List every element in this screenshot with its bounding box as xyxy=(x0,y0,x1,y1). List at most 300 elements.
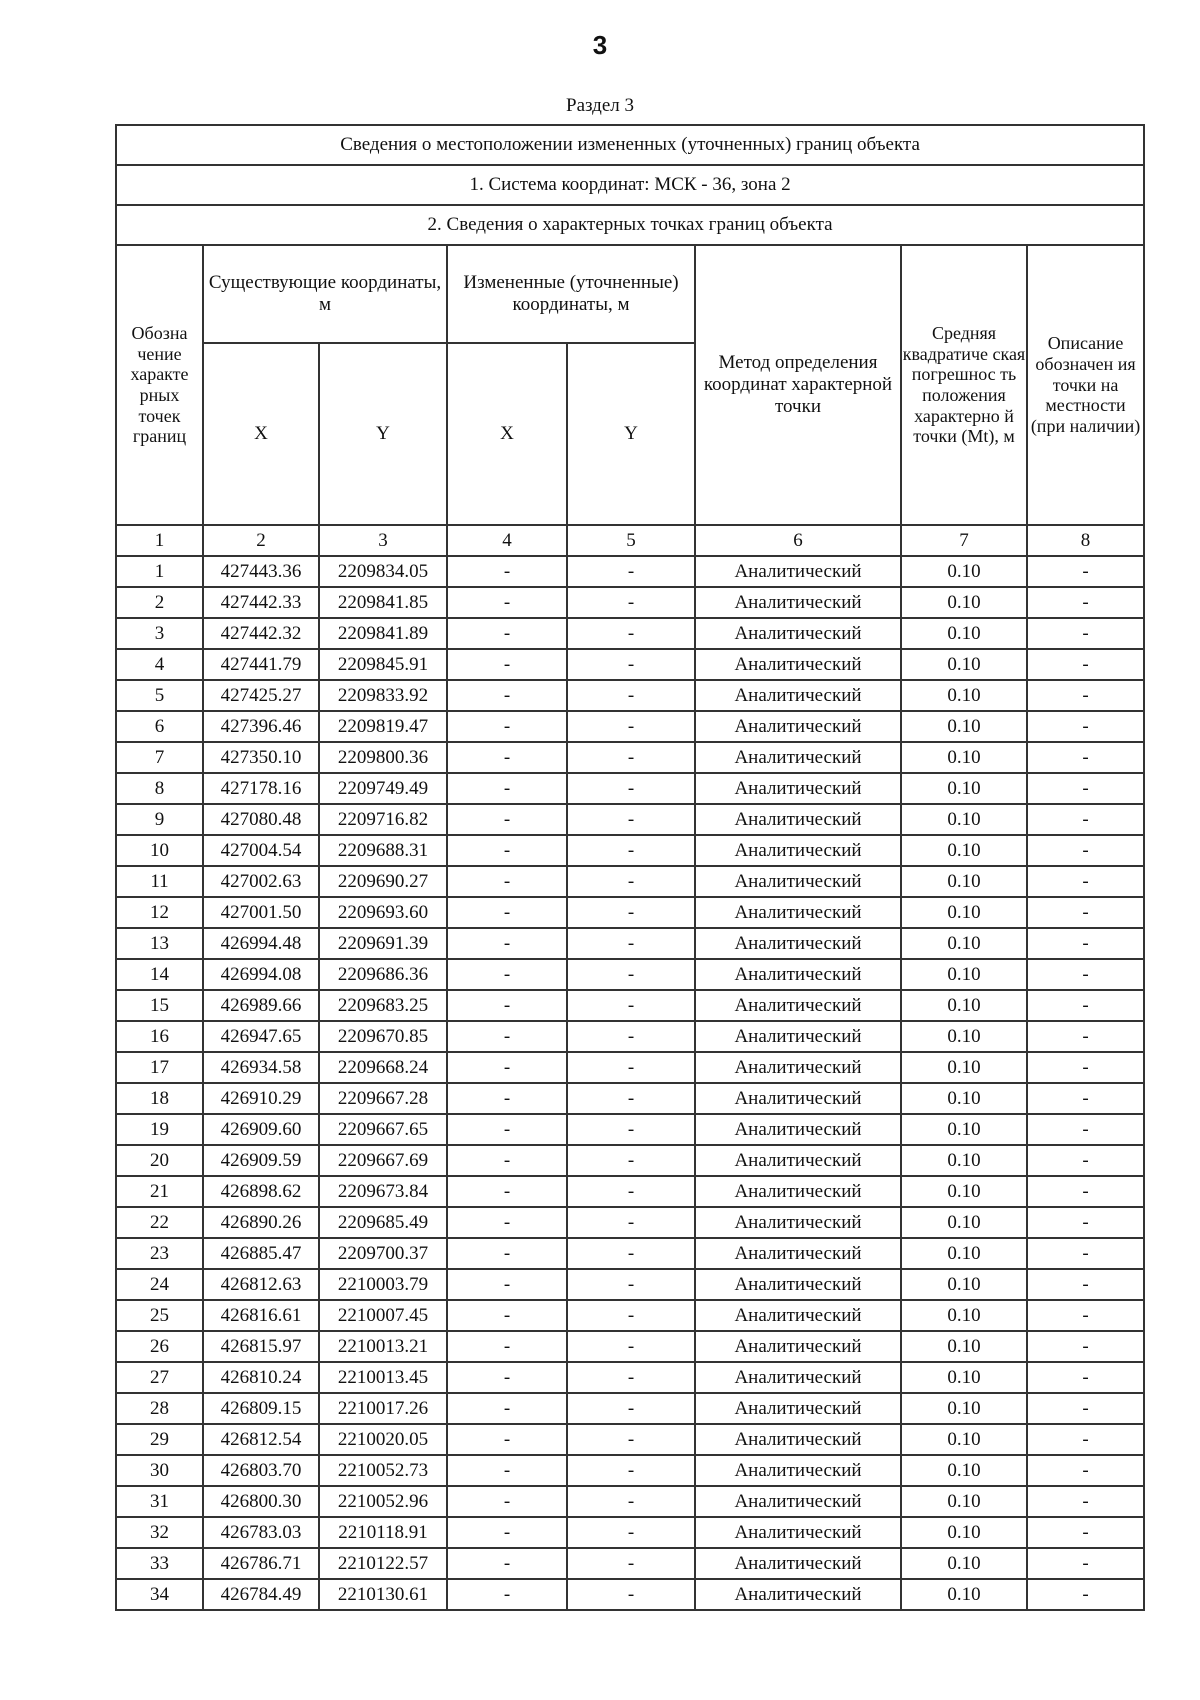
accuracy-cell: 0.10 xyxy=(901,556,1027,587)
changed-y-cell: - xyxy=(567,649,695,680)
accuracy-cell: 0.10 xyxy=(901,1114,1027,1145)
description-cell: - xyxy=(1027,1145,1144,1176)
existing-y-cell: 2210130.61 xyxy=(319,1579,447,1610)
existing-y-cell: 2209668.24 xyxy=(319,1052,447,1083)
column-number: 8 xyxy=(1027,525,1144,556)
method-cell: Аналитический xyxy=(695,1579,901,1610)
point-number-cell: 31 xyxy=(116,1486,203,1517)
point-number-cell: 21 xyxy=(116,1176,203,1207)
existing-x-cell: 426890.26 xyxy=(203,1207,319,1238)
changed-y-cell: - xyxy=(567,1424,695,1455)
method-cell: Аналитический xyxy=(695,804,901,835)
column-number: 7 xyxy=(901,525,1027,556)
existing-y-cell: 2210013.21 xyxy=(319,1331,447,1362)
table-row xyxy=(116,1114,1144,1145)
column-number: 3 xyxy=(319,525,447,556)
existing-x-cell: 426786.71 xyxy=(203,1548,319,1579)
existing-x-cell: 426809.15 xyxy=(203,1393,319,1424)
changed-y-cell: - xyxy=(567,1548,695,1579)
changed-x-cell: - xyxy=(447,1269,567,1300)
existing-y-cell: 2209685.49 xyxy=(319,1207,447,1238)
method-cell: Аналитический xyxy=(695,1114,901,1145)
description-cell: - xyxy=(1027,835,1144,866)
table-row xyxy=(116,1238,1144,1269)
description-cell: - xyxy=(1027,1548,1144,1579)
changed-x-cell: - xyxy=(447,1548,567,1579)
point-number-cell: 9 xyxy=(116,804,203,835)
accuracy-cell: 0.10 xyxy=(901,928,1027,959)
changed-x-cell: - xyxy=(447,835,567,866)
changed-x-cell: - xyxy=(447,1579,567,1610)
method-cell: Аналитический xyxy=(695,1548,901,1579)
changed-y-cell: - xyxy=(567,1083,695,1114)
description-cell: - xyxy=(1027,773,1144,804)
point-number-cell: 19 xyxy=(116,1114,203,1145)
table-row xyxy=(116,1517,1144,1548)
existing-x-cell: 426810.24 xyxy=(203,1362,319,1393)
existing-y-cell: 2209716.82 xyxy=(319,804,447,835)
accuracy-cell: 0.10 xyxy=(901,587,1027,618)
description-cell: - xyxy=(1027,1176,1144,1207)
table-row xyxy=(116,866,1144,897)
point-number-cell: 11 xyxy=(116,866,203,897)
accuracy-cell: 0.10 xyxy=(901,1579,1027,1610)
existing-x-cell: 427443.36 xyxy=(203,556,319,587)
accuracy-cell: 0.10 xyxy=(901,990,1027,1021)
changed-x-cell: - xyxy=(447,1362,567,1393)
existing-x-cell: 427001.50 xyxy=(203,897,319,928)
existing-x-cell: 427442.32 xyxy=(203,618,319,649)
header-method: Метод определения координат характерной точки xyxy=(695,245,901,525)
description-cell: - xyxy=(1027,804,1144,835)
method-cell: Аналитический xyxy=(695,990,901,1021)
column-number: 6 xyxy=(695,525,901,556)
changed-x-cell: - xyxy=(447,1300,567,1331)
method-cell: Аналитический xyxy=(695,1083,901,1114)
description-cell: - xyxy=(1027,1269,1144,1300)
changed-x-cell: - xyxy=(447,1083,567,1114)
accuracy-cell: 0.10 xyxy=(901,1517,1027,1548)
point-number-cell: 5 xyxy=(116,680,203,711)
description-cell: - xyxy=(1027,1083,1144,1114)
changed-y-cell: - xyxy=(567,556,695,587)
point-number-cell: 10 xyxy=(116,835,203,866)
description-cell: - xyxy=(1027,711,1144,742)
changed-y-cell: - xyxy=(567,1052,695,1083)
existing-x-cell: 427004.54 xyxy=(203,835,319,866)
accuracy-cell: 0.10 xyxy=(901,1300,1027,1331)
accuracy-cell: 0.10 xyxy=(901,1269,1027,1300)
changed-y-cell: - xyxy=(567,1300,695,1331)
existing-x-cell: 426885.47 xyxy=(203,1238,319,1269)
table-row xyxy=(116,1176,1144,1207)
point-number-cell: 27 xyxy=(116,1362,203,1393)
existing-y-cell: 2210020.05 xyxy=(319,1424,447,1455)
point-number-cell: 26 xyxy=(116,1331,203,1362)
description-cell: - xyxy=(1027,1486,1144,1517)
changed-y-cell: - xyxy=(567,1021,695,1052)
method-cell: Аналитический xyxy=(695,1424,901,1455)
existing-x-cell: 426803.70 xyxy=(203,1455,319,1486)
changed-y-cell: - xyxy=(567,742,695,773)
existing-x-cell: 426909.59 xyxy=(203,1145,319,1176)
description-cell: - xyxy=(1027,1393,1144,1424)
changed-x-cell: - xyxy=(447,680,567,711)
changed-x-cell: - xyxy=(447,649,567,680)
accuracy-cell: 0.10 xyxy=(901,1424,1027,1455)
changed-x-cell: - xyxy=(447,711,567,742)
description-cell: - xyxy=(1027,680,1144,711)
table-row xyxy=(116,1331,1144,1362)
table-row xyxy=(116,556,1144,587)
point-number-cell: 14 xyxy=(116,959,203,990)
existing-y-cell: 2210052.96 xyxy=(319,1486,447,1517)
changed-x-cell: - xyxy=(447,1114,567,1145)
point-number-cell: 34 xyxy=(116,1579,203,1610)
method-cell: Аналитический xyxy=(695,1517,901,1548)
changed-x-cell: - xyxy=(447,1176,567,1207)
changed-y-cell: - xyxy=(567,1331,695,1362)
point-number-cell: 18 xyxy=(116,1083,203,1114)
coordinate-system: 1. Система координат: МСК - 36, зона 2 xyxy=(116,165,1144,205)
description-cell: - xyxy=(1027,1052,1144,1083)
points-heading: 2. Сведения о характерных точках границ объекта xyxy=(116,205,1144,245)
existing-y-cell: 2209667.65 xyxy=(319,1114,447,1145)
point-number-cell: 22 xyxy=(116,1207,203,1238)
changed-y-cell: - xyxy=(567,1362,695,1393)
description-cell: - xyxy=(1027,1207,1144,1238)
description-cell: - xyxy=(1027,742,1144,773)
description-cell: - xyxy=(1027,866,1144,897)
existing-y-cell: 2209683.25 xyxy=(319,990,447,1021)
existing-x-cell: 426989.66 xyxy=(203,990,319,1021)
table-row xyxy=(116,1300,1144,1331)
existing-x-cell: 426783.03 xyxy=(203,1517,319,1548)
method-cell: Аналитический xyxy=(695,1455,901,1486)
changed-y-cell: - xyxy=(567,1579,695,1610)
existing-x-cell: 426994.48 xyxy=(203,928,319,959)
table-row xyxy=(116,742,1144,773)
changed-x-cell: - xyxy=(447,1486,567,1517)
changed-x-cell: - xyxy=(447,990,567,1021)
changed-x-cell: - xyxy=(447,587,567,618)
changed-x-cell: - xyxy=(447,1145,567,1176)
method-cell: Аналитический xyxy=(695,773,901,804)
accuracy-cell: 0.10 xyxy=(901,804,1027,835)
table-row xyxy=(116,1083,1144,1114)
changed-y-cell: - xyxy=(567,618,695,649)
existing-x-cell: 426898.62 xyxy=(203,1176,319,1207)
table-row xyxy=(116,587,1144,618)
existing-y-cell: 2209667.28 xyxy=(319,1083,447,1114)
existing-x-cell: 427442.33 xyxy=(203,587,319,618)
accuracy-cell: 0.10 xyxy=(901,1207,1027,1238)
changed-y-cell: - xyxy=(567,587,695,618)
changed-x-cell: - xyxy=(447,773,567,804)
changed-x-cell: - xyxy=(447,742,567,773)
changed-x-cell: - xyxy=(447,1393,567,1424)
table-row xyxy=(116,680,1144,711)
table-row xyxy=(116,1021,1144,1052)
changed-x-cell: - xyxy=(447,556,567,587)
changed-y-cell: - xyxy=(567,1486,695,1517)
point-number-cell: 13 xyxy=(116,928,203,959)
point-number-cell: 23 xyxy=(116,1238,203,1269)
table-title: Сведения о местоположении измененных (уточненных) границ объекта xyxy=(116,125,1144,165)
point-number-cell: 12 xyxy=(116,897,203,928)
existing-x-cell: 427080.48 xyxy=(203,804,319,835)
table-row xyxy=(116,959,1144,990)
accuracy-cell: 0.10 xyxy=(901,1083,1027,1114)
description-cell: - xyxy=(1027,928,1144,959)
existing-x-cell: 426812.54 xyxy=(203,1424,319,1455)
table-row xyxy=(116,928,1144,959)
changed-x-cell: - xyxy=(447,1517,567,1548)
point-number-cell: 4 xyxy=(116,649,203,680)
changed-x-cell: - xyxy=(447,804,567,835)
table-row xyxy=(116,1486,1144,1517)
changed-y-cell: - xyxy=(567,1145,695,1176)
table-row xyxy=(116,835,1144,866)
method-cell: Аналитический xyxy=(695,1145,901,1176)
existing-y-cell: 2209670.85 xyxy=(319,1021,447,1052)
accuracy-cell: 0.10 xyxy=(901,959,1027,990)
point-number-cell: 29 xyxy=(116,1424,203,1455)
changed-y-cell: - xyxy=(567,1238,695,1269)
accuracy-cell: 0.10 xyxy=(901,1548,1027,1579)
accuracy-cell: 0.10 xyxy=(901,1238,1027,1269)
method-cell: Аналитический xyxy=(695,1331,901,1362)
changed-y-cell: - xyxy=(567,773,695,804)
existing-x-cell: 426947.65 xyxy=(203,1021,319,1052)
table-row xyxy=(116,1207,1144,1238)
method-cell: Аналитический xyxy=(695,1393,901,1424)
table-row xyxy=(116,1145,1144,1176)
column-number: 4 xyxy=(447,525,567,556)
point-number-cell: 3 xyxy=(116,618,203,649)
existing-x-cell: 427425.27 xyxy=(203,680,319,711)
table-row xyxy=(116,618,1144,649)
point-number-cell: 20 xyxy=(116,1145,203,1176)
existing-y-cell: 2209800.36 xyxy=(319,742,447,773)
method-cell: Аналитический xyxy=(695,1176,901,1207)
table-row xyxy=(116,897,1144,928)
point-number-cell: 24 xyxy=(116,1269,203,1300)
changed-y-cell: - xyxy=(567,1207,695,1238)
existing-y-cell: 2210013.45 xyxy=(319,1362,447,1393)
changed-y-cell: - xyxy=(567,1176,695,1207)
table-row xyxy=(116,1455,1144,1486)
existing-x-cell: 427441.79 xyxy=(203,649,319,680)
description-cell: - xyxy=(1027,1424,1144,1455)
existing-y-cell: 2209841.89 xyxy=(319,618,447,649)
method-cell: Аналитический xyxy=(695,649,901,680)
existing-y-cell: 2210052.73 xyxy=(319,1455,447,1486)
point-number-cell: 30 xyxy=(116,1455,203,1486)
changed-x-cell: - xyxy=(447,897,567,928)
changed-x-cell: - xyxy=(447,928,567,959)
existing-x-cell: 426910.29 xyxy=(203,1083,319,1114)
method-cell: Аналитический xyxy=(695,959,901,990)
header-description: Описание обозначен ия точки на местности (при наличии) xyxy=(1027,245,1144,525)
point-number-cell: 1 xyxy=(116,556,203,587)
existing-x-cell: 427396.46 xyxy=(203,711,319,742)
accuracy-cell: 0.10 xyxy=(901,866,1027,897)
point-number-cell: 8 xyxy=(116,773,203,804)
existing-x-cell: 427350.10 xyxy=(203,742,319,773)
changed-y-cell: - xyxy=(567,680,695,711)
point-number-cell: 17 xyxy=(116,1052,203,1083)
existing-x-cell: 426816.61 xyxy=(203,1300,319,1331)
accuracy-cell: 0.10 xyxy=(901,1393,1027,1424)
changed-y-cell: - xyxy=(567,1114,695,1145)
header-point-designation: Обозна чение характе рных точек границ xyxy=(116,245,203,525)
accuracy-cell: 0.10 xyxy=(901,1021,1027,1052)
changed-y-cell: - xyxy=(567,928,695,959)
accuracy-cell: 0.10 xyxy=(901,1145,1027,1176)
page-number: 3 xyxy=(592,30,608,60)
table-row xyxy=(116,1393,1144,1424)
method-cell: Аналитический xyxy=(695,1300,901,1331)
accuracy-cell: 0.10 xyxy=(901,680,1027,711)
changed-x-cell: - xyxy=(447,618,567,649)
description-cell: - xyxy=(1027,990,1144,1021)
existing-x-cell: 426994.08 xyxy=(203,959,319,990)
table-row xyxy=(116,1052,1144,1083)
changed-y-cell: - xyxy=(567,1269,695,1300)
point-number-cell: 32 xyxy=(116,1517,203,1548)
column-number: 5 xyxy=(567,525,695,556)
point-number-cell: 16 xyxy=(116,1021,203,1052)
header-changed-y: Y xyxy=(567,343,695,525)
method-cell: Аналитический xyxy=(695,866,901,897)
table-row xyxy=(116,773,1144,804)
description-cell: - xyxy=(1027,618,1144,649)
point-number-cell: 28 xyxy=(116,1393,203,1424)
method-cell: Аналитический xyxy=(695,1052,901,1083)
description-cell: - xyxy=(1027,587,1144,618)
method-cell: Аналитический xyxy=(695,1269,901,1300)
existing-y-cell: 2210007.45 xyxy=(319,1300,447,1331)
description-cell: - xyxy=(1027,1455,1144,1486)
existing-y-cell: 2209673.84 xyxy=(319,1176,447,1207)
existing-y-cell: 2209841.85 xyxy=(319,587,447,618)
table-row xyxy=(116,1362,1144,1393)
point-number-cell: 7 xyxy=(116,742,203,773)
table-row xyxy=(116,804,1144,835)
changed-x-cell: - xyxy=(447,1455,567,1486)
existing-y-cell: 2209690.27 xyxy=(319,866,447,897)
point-number-cell: 6 xyxy=(116,711,203,742)
method-cell: Аналитический xyxy=(695,587,901,618)
changed-y-cell: - xyxy=(567,897,695,928)
changed-x-cell: - xyxy=(447,1331,567,1362)
table-row xyxy=(116,1579,1144,1610)
point-number-cell: 25 xyxy=(116,1300,203,1331)
changed-x-cell: - xyxy=(447,866,567,897)
point-number-cell: 2 xyxy=(116,587,203,618)
existing-x-cell: 426800.30 xyxy=(203,1486,319,1517)
description-cell: - xyxy=(1027,959,1144,990)
table-row xyxy=(116,1548,1144,1579)
existing-x-cell: 426815.97 xyxy=(203,1331,319,1362)
accuracy-cell: 0.10 xyxy=(901,897,1027,928)
description-cell: - xyxy=(1027,1362,1144,1393)
changed-y-cell: - xyxy=(567,1393,695,1424)
method-cell: Аналитический xyxy=(695,897,901,928)
existing-y-cell: 2210118.91 xyxy=(319,1517,447,1548)
changed-y-cell: - xyxy=(567,959,695,990)
changed-x-cell: - xyxy=(447,1424,567,1455)
description-cell: - xyxy=(1027,1114,1144,1145)
column-number: 1 xyxy=(116,525,203,556)
existing-y-cell: 2209834.05 xyxy=(319,556,447,587)
description-cell: - xyxy=(1027,1238,1144,1269)
table-row xyxy=(116,990,1144,1021)
changed-y-cell: - xyxy=(567,1517,695,1548)
existing-x-cell: 426934.58 xyxy=(203,1052,319,1083)
accuracy-cell: 0.10 xyxy=(901,773,1027,804)
existing-y-cell: 2209686.36 xyxy=(319,959,447,990)
changed-x-cell: - xyxy=(447,1052,567,1083)
table-row xyxy=(116,1424,1144,1455)
accuracy-cell: 0.10 xyxy=(901,1176,1027,1207)
existing-x-cell: 427178.16 xyxy=(203,773,319,804)
method-cell: Аналитический xyxy=(695,1362,901,1393)
section-label: Раздел 3 xyxy=(566,95,634,116)
header-accuracy: Средняя квадратиче ская погрешнос ть положения характерно й точки (Mt), м xyxy=(901,245,1027,525)
description-cell: - xyxy=(1027,1021,1144,1052)
accuracy-cell: 0.10 xyxy=(901,742,1027,773)
existing-y-cell: 2210003.79 xyxy=(319,1269,447,1300)
changed-y-cell: - xyxy=(567,804,695,835)
changed-y-cell: - xyxy=(567,866,695,897)
table-row xyxy=(116,711,1144,742)
method-cell: Аналитический xyxy=(695,618,901,649)
existing-x-cell: 426784.49 xyxy=(203,1579,319,1610)
method-cell: Аналитический xyxy=(695,928,901,959)
changed-x-cell: - xyxy=(447,1238,567,1269)
description-cell: - xyxy=(1027,556,1144,587)
boundary-points-table xyxy=(115,124,1145,1611)
changed-x-cell: - xyxy=(447,1207,567,1238)
description-cell: - xyxy=(1027,897,1144,928)
changed-x-cell: - xyxy=(447,959,567,990)
existing-y-cell: 2209749.49 xyxy=(319,773,447,804)
existing-x-cell: 426909.60 xyxy=(203,1114,319,1145)
existing-y-cell: 2210122.57 xyxy=(319,1548,447,1579)
accuracy-cell: 0.10 xyxy=(901,649,1027,680)
method-cell: Аналитический xyxy=(695,1021,901,1052)
existing-x-cell: 426812.63 xyxy=(203,1269,319,1300)
existing-y-cell: 2209693.60 xyxy=(319,897,447,928)
method-cell: Аналитический xyxy=(695,680,901,711)
description-cell: - xyxy=(1027,1517,1144,1548)
changed-y-cell: - xyxy=(567,711,695,742)
method-cell: Аналитический xyxy=(695,711,901,742)
method-cell: Аналитический xyxy=(695,1238,901,1269)
existing-y-cell: 2209691.39 xyxy=(319,928,447,959)
method-cell: Аналитический xyxy=(695,1207,901,1238)
header-existing-coords: Существующие координаты, м xyxy=(203,245,447,343)
description-cell: - xyxy=(1027,1300,1144,1331)
accuracy-cell: 0.10 xyxy=(901,1331,1027,1362)
header-changed-x: X xyxy=(447,343,567,525)
column-number: 2 xyxy=(203,525,319,556)
description-cell: - xyxy=(1027,1331,1144,1362)
method-cell: Аналитический xyxy=(695,556,901,587)
changed-x-cell: - xyxy=(447,1021,567,1052)
